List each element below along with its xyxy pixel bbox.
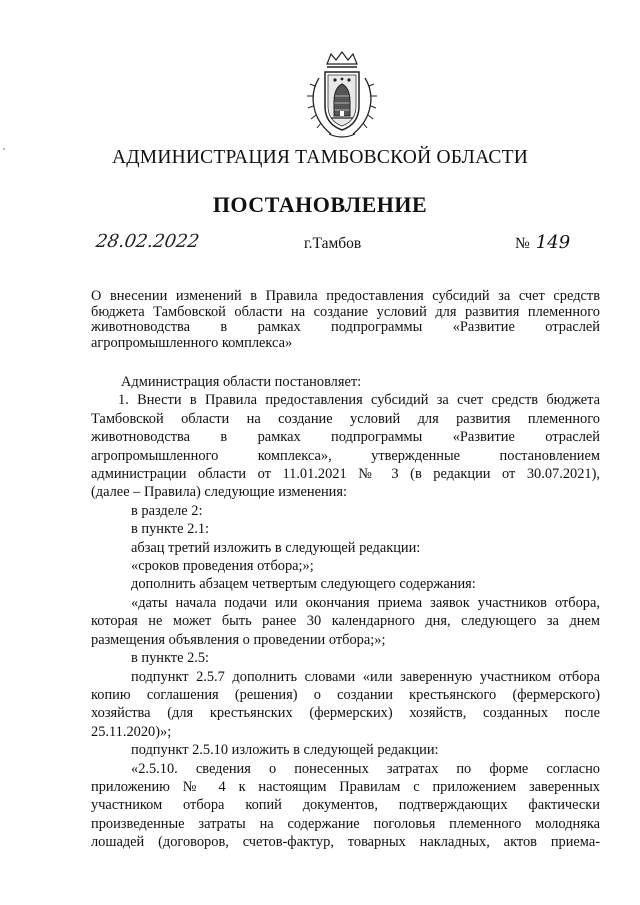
body-line: абзац третий изложить в следующей редакции:	[131, 539, 421, 556]
body-line: в пункте 2.1:	[131, 521, 210, 538]
subject-line: животноводства в рамках подпрограммы «Развитие отраслей	[91, 320, 600, 335]
document-date: 28.02.2022	[94, 231, 201, 252]
body-line: приложению № 4 к настоящим Правилам с приложением заверенных	[91, 778, 600, 795]
number-label: №	[515, 235, 530, 252]
body-line: администрации области от 11.01.2021 № 3 (в редакции от 30.07.2021),	[91, 466, 600, 483]
body-line: произведенные затраты на содержание поголовья племенного молодняка	[91, 815, 600, 832]
body-line: в разделе 2:	[131, 502, 203, 519]
body-line: лошадей (договоров, счетов-фактур, товарных накладных, актов приема-	[91, 834, 600, 851]
body-line: 1. Внести в Правила предоставления субсидий за счет средств бюджета	[118, 392, 600, 409]
document-type-title: ПОСТАНОВЛЕНИЕ	[212, 192, 428, 217]
body-line: которая не может быть ранее 30 календарного дня, следующего за днем	[91, 613, 600, 630]
body-line: агропромышленного комплекса», утвержденные постановлением	[91, 447, 600, 464]
subject-line: О внесении изменений в Правила предоставления субсидий за счет средств	[91, 289, 600, 304]
preamble: Администрация области постановляет:	[121, 374, 362, 390]
number-value: 149	[535, 232, 571, 253]
body-line: (далее – Правила) следующие изменения:	[91, 484, 347, 501]
body-line: 25.11.2020)»;	[91, 723, 172, 740]
subject-line: агропромышленного комплекса»	[91, 335, 293, 351]
body-line: размещения объявления о проведении отбора;»;	[91, 631, 386, 648]
document-city: г.Тамбов	[304, 235, 362, 252]
document-body	[91, 373, 600, 852]
body-line: в пункте 2.5:	[131, 650, 210, 667]
body-line: Тамбовской области на создание условий для развития племенного	[91, 410, 600, 427]
body-line: подпункт 2.5.10 изложить в следующей редакции:	[131, 742, 439, 759]
body-line: подпункт 2.5.7 дополнить словами «или заверенную участником отбора	[131, 668, 600, 685]
body-line: дополнить абзацем четвертым следующего содержания:	[131, 576, 476, 593]
body-line: копию соглашения (решения) о создании крестьянского (фермерского)	[91, 686, 600, 703]
organization-title: АДМИНИСТРАЦИЯ ТАМБОВСКОЙ ОБЛАСТИ	[112, 147, 528, 168]
body-line: участником отбора копий документов, подтверждающих фактически	[91, 797, 600, 814]
document-number	[515, 232, 570, 253]
body-line: «даты начала подачи или окончания приема заявок участников отбора,	[131, 594, 600, 611]
document-subject	[91, 289, 600, 351]
body-line: «2.5.10. сведения о понесенных затратах по форме согласно	[131, 760, 600, 777]
body-line: животноводства в рамках подпрограммы «Развитие отраслей	[91, 429, 600, 446]
body-line: хозяйства (для крестьянских (фермерских) хозяйств, созданных после	[91, 705, 600, 722]
body-line: «сроков проведения отбора;»;	[131, 558, 314, 575]
tambov-coat-of-arms-icon	[305, 50, 379, 142]
subject-line: бюджета Тамбовской области на создание условий для развития племенного	[91, 304, 600, 320]
